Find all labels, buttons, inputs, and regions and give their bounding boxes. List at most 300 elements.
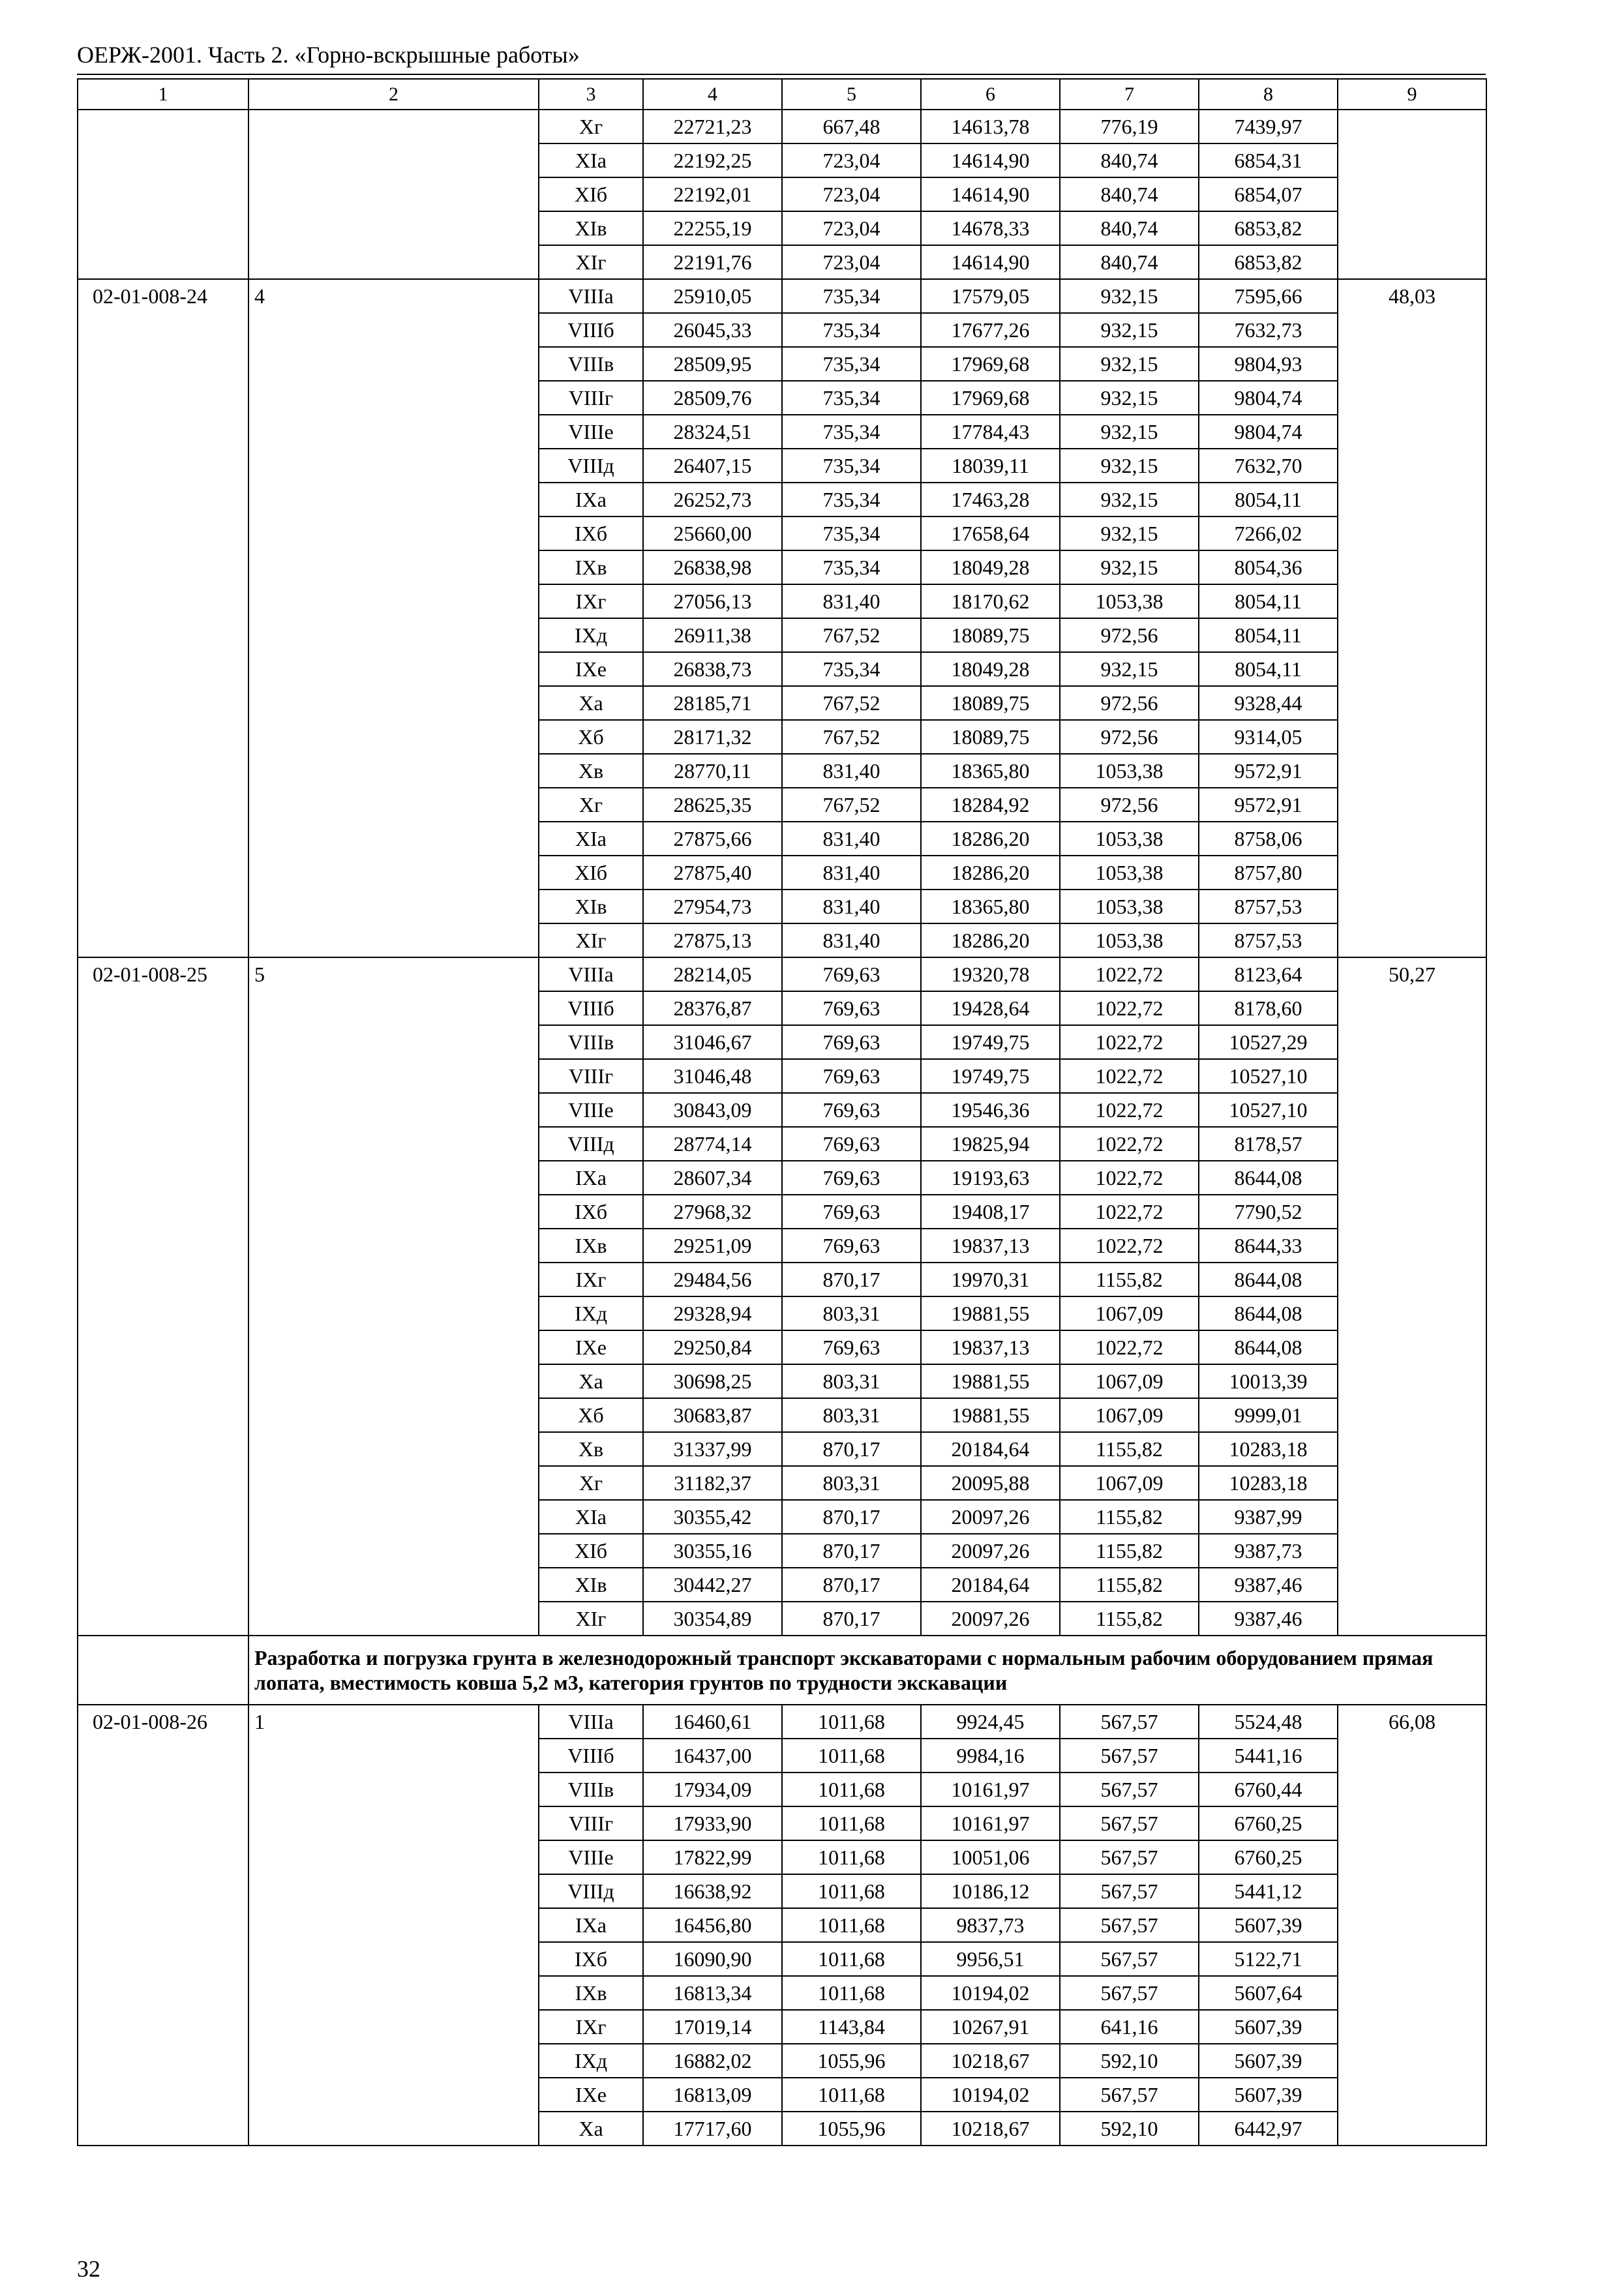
value-cell-col4: 31337,99 bbox=[643, 1432, 782, 1466]
value-cell-col4: 28770,11 bbox=[643, 754, 782, 788]
soil-category-cell: Хб bbox=[539, 1398, 643, 1432]
value-cell-col7: 932,15 bbox=[1060, 415, 1199, 449]
value-cell-col6: 18286,20 bbox=[921, 856, 1060, 890]
soil-category-cell: VIIIг bbox=[539, 381, 643, 415]
value-cell-col6: 18170,62 bbox=[921, 584, 1060, 618]
soil-category-cell: XIб bbox=[539, 1534, 643, 1568]
value-cell-col4: 27875,66 bbox=[643, 822, 782, 856]
soil-category-cell: VIIIд bbox=[539, 1874, 643, 1908]
value-cell-col7: 1155,82 bbox=[1060, 1602, 1199, 1636]
value-cell-col6: 10218,67 bbox=[921, 2112, 1060, 2146]
value-cell-col6: 14613,78 bbox=[921, 110, 1060, 143]
value-cell-col8: 9387,99 bbox=[1199, 1500, 1338, 1534]
value-cell-col4: 17933,90 bbox=[643, 1806, 782, 1840]
value-cell-col8: 9572,91 bbox=[1199, 754, 1338, 788]
value-cell-col7: 1053,38 bbox=[1060, 890, 1199, 923]
value-cell-col4: 28214,05 bbox=[643, 957, 782, 991]
value-cell-col4: 30698,25 bbox=[643, 1364, 782, 1398]
value-cell-col7: 972,56 bbox=[1060, 618, 1199, 652]
value-cell-col4: 31046,67 bbox=[643, 1025, 782, 1059]
value-cell-col4: 26838,73 bbox=[643, 652, 782, 686]
value-cell-col7: 592,10 bbox=[1060, 2044, 1199, 2078]
value-cell-col8: 10013,39 bbox=[1199, 1364, 1338, 1398]
value-cell-col4: 16437,00 bbox=[643, 1739, 782, 1773]
value-cell-col6: 19320,78 bbox=[921, 957, 1060, 991]
table-body bbox=[78, 79, 1486, 2146]
value-cell-col6: 14614,90 bbox=[921, 177, 1060, 211]
value-cell-col8: 8644,08 bbox=[1199, 1161, 1338, 1195]
value-cell-col7: 567,57 bbox=[1060, 1773, 1199, 1806]
value-cell-col4: 30355,42 bbox=[643, 1500, 782, 1534]
value-cell-col8: 7266,02 bbox=[1199, 516, 1338, 550]
soil-category-cell: VIIIд bbox=[539, 1127, 643, 1161]
value-cell-col6: 18039,11 bbox=[921, 449, 1060, 483]
soil-category-cell: IXд bbox=[539, 618, 643, 652]
col9-value-cell: 66,08 bbox=[1338, 1705, 1486, 2146]
value-cell-col6: 20097,26 bbox=[921, 1500, 1060, 1534]
value-cell-col8: 10527,10 bbox=[1199, 1093, 1338, 1127]
value-cell-col7: 1067,09 bbox=[1060, 1296, 1199, 1330]
value-cell-col4: 27954,73 bbox=[643, 890, 782, 923]
value-cell-col4: 31046,48 bbox=[643, 1059, 782, 1093]
value-cell-col6: 9984,16 bbox=[921, 1739, 1060, 1773]
soil-category-cell: Хг bbox=[539, 110, 643, 143]
value-cell-col7: 840,74 bbox=[1060, 177, 1199, 211]
value-cell-col4: 28509,76 bbox=[643, 381, 782, 415]
value-cell-col7: 1022,72 bbox=[1060, 1059, 1199, 1093]
page-header-title: ОЕРЖ-2001. Часть 2. «Горно-вскрышные работы» bbox=[77, 42, 580, 68]
value-cell-col7: 932,15 bbox=[1060, 313, 1199, 347]
value-cell-col8: 5122,71 bbox=[1199, 1942, 1338, 1976]
value-cell-col5: 723,04 bbox=[782, 211, 921, 245]
value-cell-col7: 972,56 bbox=[1060, 720, 1199, 754]
value-cell-col7: 567,57 bbox=[1060, 1874, 1199, 1908]
value-cell-col6: 18049,28 bbox=[921, 550, 1060, 584]
value-cell-col7: 1053,38 bbox=[1060, 754, 1199, 788]
value-cell-col4: 30355,16 bbox=[643, 1534, 782, 1568]
soil-category-cell: VIIIб bbox=[539, 1739, 643, 1773]
value-cell-col4: 29328,94 bbox=[643, 1296, 782, 1330]
value-cell-col8: 5607,39 bbox=[1199, 1908, 1338, 1942]
value-cell-col6: 14678,33 bbox=[921, 211, 1060, 245]
value-cell-col8: 7632,70 bbox=[1199, 449, 1338, 483]
soil-category-cell: IXб bbox=[539, 1942, 643, 1976]
value-cell-col5: 803,31 bbox=[782, 1466, 921, 1500]
value-cell-col4: 30843,09 bbox=[643, 1093, 782, 1127]
value-cell-col5: 769,63 bbox=[782, 1059, 921, 1093]
value-cell-col7: 1067,09 bbox=[1060, 1466, 1199, 1500]
value-cell-col7: 1022,72 bbox=[1060, 1127, 1199, 1161]
value-cell-col4: 28509,95 bbox=[643, 347, 782, 381]
value-cell-col6: 19881,55 bbox=[921, 1364, 1060, 1398]
soil-category-cell: XIб bbox=[539, 177, 643, 211]
soil-category-cell: IXа bbox=[539, 483, 643, 516]
value-cell-col8: 9387,46 bbox=[1199, 1602, 1338, 1636]
value-cell-col7: 972,56 bbox=[1060, 788, 1199, 822]
value-cell-col8: 6854,07 bbox=[1199, 177, 1338, 211]
value-cell-col8: 9328,44 bbox=[1199, 686, 1338, 720]
value-cell-col7: 1022,72 bbox=[1060, 1025, 1199, 1059]
soil-category-cell: VIIIе bbox=[539, 1840, 643, 1874]
soil-category-cell: IXе bbox=[539, 652, 643, 686]
value-cell-col8: 5607,39 bbox=[1199, 2010, 1338, 2044]
value-cell-col5: 723,04 bbox=[782, 177, 921, 211]
value-cell-col5: 870,17 bbox=[782, 1500, 921, 1534]
value-cell-col5: 1011,68 bbox=[782, 1705, 921, 1739]
value-cell-col7: 932,15 bbox=[1060, 381, 1199, 415]
value-cell-col6: 10051,06 bbox=[921, 1840, 1060, 1874]
value-cell-col7: 567,57 bbox=[1060, 1942, 1199, 1976]
value-cell-col5: 667,48 bbox=[782, 110, 921, 143]
value-cell-col5: 1011,68 bbox=[782, 1739, 921, 1773]
value-cell-col5: 735,34 bbox=[782, 449, 921, 483]
value-cell-col5: 1011,68 bbox=[782, 1908, 921, 1942]
value-cell-col5: 1055,96 bbox=[782, 2044, 921, 2078]
value-cell-col7: 1155,82 bbox=[1060, 1432, 1199, 1466]
value-cell-col8: 7595,66 bbox=[1199, 279, 1338, 313]
column-number-cell: 6 bbox=[921, 79, 1060, 110]
value-cell-col7: 932,15 bbox=[1060, 516, 1199, 550]
value-cell-col4: 16638,92 bbox=[643, 1874, 782, 1908]
value-cell-col8: 9572,91 bbox=[1199, 788, 1338, 822]
soil-category-cell: IXв bbox=[539, 550, 643, 584]
soil-category-cell: Хв bbox=[539, 754, 643, 788]
value-cell-col4: 26407,15 bbox=[643, 449, 782, 483]
value-cell-col8: 8758,06 bbox=[1199, 822, 1338, 856]
column-number-cell: 8 bbox=[1199, 79, 1338, 110]
value-cell-col7: 1053,38 bbox=[1060, 584, 1199, 618]
value-cell-col8: 10527,29 bbox=[1199, 1025, 1338, 1059]
value-cell-col7: 567,57 bbox=[1060, 1976, 1199, 2010]
value-cell-col8: 9804,74 bbox=[1199, 381, 1338, 415]
value-cell-col6: 19408,17 bbox=[921, 1195, 1060, 1229]
soil-category-cell: Ха bbox=[539, 1364, 643, 1398]
soil-category-cell: Хг bbox=[539, 1466, 643, 1500]
soil-category-cell: VIIIе bbox=[539, 415, 643, 449]
column-number-cell: 2 bbox=[248, 79, 539, 110]
value-cell-col8: 6760,25 bbox=[1199, 1840, 1338, 1874]
value-cell-col7: 1022,72 bbox=[1060, 1330, 1199, 1364]
soil-category-cell: VIIIв bbox=[539, 1025, 643, 1059]
value-cell-col5: 735,34 bbox=[782, 415, 921, 449]
value-cell-col8: 6760,44 bbox=[1199, 1773, 1338, 1806]
value-cell-col5: 767,52 bbox=[782, 618, 921, 652]
column-number-cell: 3 bbox=[539, 79, 643, 110]
value-cell-col5: 870,17 bbox=[782, 1534, 921, 1568]
soil-category-cell: IXв bbox=[539, 1229, 643, 1263]
column-number-cell: 7 bbox=[1060, 79, 1199, 110]
value-cell-col4: 26252,73 bbox=[643, 483, 782, 516]
value-cell-col5: 769,63 bbox=[782, 1093, 921, 1127]
value-cell-col5: 831,40 bbox=[782, 754, 921, 788]
soil-category-cell: IXд bbox=[539, 2044, 643, 2078]
value-cell-col8: 8178,60 bbox=[1199, 991, 1338, 1025]
value-cell-col8: 8054,11 bbox=[1199, 652, 1338, 686]
value-cell-col7: 1022,72 bbox=[1060, 1229, 1199, 1263]
value-cell-col7: 776,19 bbox=[1060, 110, 1199, 143]
value-cell-col4: 29250,84 bbox=[643, 1330, 782, 1364]
value-cell-col6: 20184,64 bbox=[921, 1568, 1060, 1602]
soil-category-cell: Хв bbox=[539, 1432, 643, 1466]
value-cell-col5: 735,34 bbox=[782, 313, 921, 347]
value-cell-col6: 10267,91 bbox=[921, 2010, 1060, 2044]
value-cell-col7: 932,15 bbox=[1060, 550, 1199, 584]
value-cell-col6: 17784,43 bbox=[921, 415, 1060, 449]
value-cell-col7: 1155,82 bbox=[1060, 1534, 1199, 1568]
value-cell-col5: 831,40 bbox=[782, 856, 921, 890]
value-cell-col7: 1155,82 bbox=[1060, 1568, 1199, 1602]
value-cell-col8: 8178,57 bbox=[1199, 1127, 1338, 1161]
value-cell-col8: 9804,74 bbox=[1199, 415, 1338, 449]
value-cell-col8: 8644,08 bbox=[1199, 1330, 1338, 1364]
value-cell-col5: 769,63 bbox=[782, 1025, 921, 1059]
value-cell-col8: 6854,31 bbox=[1199, 143, 1338, 177]
value-cell-col5: 735,34 bbox=[782, 381, 921, 415]
value-cell-col4: 17019,14 bbox=[643, 2010, 782, 2044]
value-cell-col4: 22192,01 bbox=[643, 177, 782, 211]
value-cell-col4: 28171,32 bbox=[643, 720, 782, 754]
section-heading-row bbox=[78, 1636, 1486, 1705]
value-cell-col7: 932,15 bbox=[1060, 483, 1199, 516]
value-cell-col6: 9837,73 bbox=[921, 1908, 1060, 1942]
rate-code-cell: 02-01-008-24 bbox=[78, 279, 248, 957]
value-cell-col6: 17677,26 bbox=[921, 313, 1060, 347]
value-cell-col4: 17717,60 bbox=[643, 2112, 782, 2146]
value-cell-col5: 769,63 bbox=[782, 1195, 921, 1229]
value-cell-col4: 29251,09 bbox=[643, 1229, 782, 1263]
value-cell-col8: 6853,82 bbox=[1199, 245, 1338, 279]
value-cell-col4: 22191,76 bbox=[643, 245, 782, 279]
group-cell: 5 bbox=[248, 957, 539, 1636]
value-cell-col5: 1011,68 bbox=[782, 1874, 921, 1908]
value-cell-col6: 19881,55 bbox=[921, 1398, 1060, 1432]
soil-category-cell: VIIIв bbox=[539, 1773, 643, 1806]
value-cell-col6: 18286,20 bbox=[921, 822, 1060, 856]
value-cell-col6: 14614,90 bbox=[921, 143, 1060, 177]
value-cell-col4: 30442,27 bbox=[643, 1568, 782, 1602]
value-cell-col8: 7439,97 bbox=[1199, 110, 1338, 143]
soil-category-cell: VIIIе bbox=[539, 1093, 643, 1127]
section-heading: Разработка и погрузка грунта в железнодорожный транспорт экскаваторами с нормальным рабочим оборудованием прямая лопата, вместимость ковша 5,2 м3, категория грунтов по трудности экскавации bbox=[248, 1636, 1486, 1705]
soil-category-cell: IXе bbox=[539, 1330, 643, 1364]
value-cell-col8: 8757,80 bbox=[1199, 856, 1338, 890]
value-cell-col5: 831,40 bbox=[782, 584, 921, 618]
value-cell-col5: 769,63 bbox=[782, 1127, 921, 1161]
value-cell-col8: 8757,53 bbox=[1199, 923, 1338, 957]
value-cell-col8: 8123,64 bbox=[1199, 957, 1338, 991]
soil-category-cell: XIг bbox=[539, 1602, 643, 1636]
value-cell-col5: 769,63 bbox=[782, 957, 921, 991]
soil-category-cell: VIIIб bbox=[539, 991, 643, 1025]
soil-category-cell: XIа bbox=[539, 143, 643, 177]
value-cell-col8: 8644,33 bbox=[1199, 1229, 1338, 1263]
table-row bbox=[78, 957, 1486, 991]
value-cell-col4: 16813,34 bbox=[643, 1976, 782, 2010]
value-cell-col7: 932,15 bbox=[1060, 449, 1199, 483]
value-cell-col8: 7632,73 bbox=[1199, 313, 1338, 347]
soil-category-cell: XIг bbox=[539, 923, 643, 957]
value-cell-col8: 8757,53 bbox=[1199, 890, 1338, 923]
soil-category-cell: XIг bbox=[539, 245, 643, 279]
value-cell-col6: 19749,75 bbox=[921, 1059, 1060, 1093]
rate-code-cell: 02-01-008-25 bbox=[78, 957, 248, 1636]
soil-category-cell: XIв bbox=[539, 1568, 643, 1602]
value-cell-col4: 16460,61 bbox=[643, 1705, 782, 1739]
value-cell-col5: 769,63 bbox=[782, 1330, 921, 1364]
value-cell-col7: 932,15 bbox=[1060, 347, 1199, 381]
value-cell-col6: 17969,68 bbox=[921, 347, 1060, 381]
value-cell-col5: 803,31 bbox=[782, 1398, 921, 1432]
value-cell-col7: 1022,72 bbox=[1060, 991, 1199, 1025]
value-cell-col6: 10218,67 bbox=[921, 2044, 1060, 2078]
value-cell-col6: 18049,28 bbox=[921, 652, 1060, 686]
value-cell-col6: 19970,31 bbox=[921, 1263, 1060, 1296]
value-cell-col7: 1155,82 bbox=[1060, 1500, 1199, 1534]
value-cell-col5: 831,40 bbox=[782, 822, 921, 856]
value-cell-col8: 9387,46 bbox=[1199, 1568, 1338, 1602]
value-cell-col6: 10161,97 bbox=[921, 1773, 1060, 1806]
value-cell-col5: 1011,68 bbox=[782, 1840, 921, 1874]
value-cell-col5: 769,63 bbox=[782, 1229, 921, 1263]
value-cell-col4: 25660,00 bbox=[643, 516, 782, 550]
value-cell-col7: 840,74 bbox=[1060, 211, 1199, 245]
value-cell-col7: 1067,09 bbox=[1060, 1398, 1199, 1432]
value-cell-col5: 769,63 bbox=[782, 1161, 921, 1195]
value-cell-col5: 870,17 bbox=[782, 1602, 921, 1636]
value-cell-col8: 8054,11 bbox=[1199, 584, 1338, 618]
value-cell-col7: 972,56 bbox=[1060, 686, 1199, 720]
soil-category-cell: VIIIб bbox=[539, 313, 643, 347]
table-row bbox=[78, 279, 1486, 313]
value-cell-col7: 567,57 bbox=[1060, 1840, 1199, 1874]
soil-category-cell: VIIIг bbox=[539, 1059, 643, 1093]
col9-value-cell bbox=[1338, 110, 1486, 279]
value-cell-col6: 17969,68 bbox=[921, 381, 1060, 415]
value-cell-col5: 769,63 bbox=[782, 991, 921, 1025]
value-cell-col8: 5607,39 bbox=[1199, 2044, 1338, 2078]
value-cell-col7: 1022,72 bbox=[1060, 1161, 1199, 1195]
rate-code-cell: 02-01-008-26 bbox=[78, 1705, 248, 2146]
soil-category-cell: IXе bbox=[539, 2078, 643, 2112]
value-cell-col5: 1011,68 bbox=[782, 2078, 921, 2112]
value-cell-col7: 1155,82 bbox=[1060, 1263, 1199, 1296]
value-cell-col8: 7790,52 bbox=[1199, 1195, 1338, 1229]
page-number: 32 bbox=[77, 2256, 100, 2282]
value-cell-col4: 26045,33 bbox=[643, 313, 782, 347]
value-cell-col8: 6760,25 bbox=[1199, 1806, 1338, 1840]
value-cell-col7: 567,57 bbox=[1060, 2078, 1199, 2112]
value-cell-col6: 18365,80 bbox=[921, 754, 1060, 788]
value-cell-col5: 870,17 bbox=[782, 1432, 921, 1466]
value-cell-col6: 20184,64 bbox=[921, 1432, 1060, 1466]
value-cell-col6: 18284,92 bbox=[921, 788, 1060, 822]
value-cell-col4: 29484,56 bbox=[643, 1263, 782, 1296]
value-cell-col4: 26838,98 bbox=[643, 550, 782, 584]
value-cell-col4: 28324,51 bbox=[643, 415, 782, 449]
soil-category-cell: VIIIа bbox=[539, 279, 643, 313]
value-cell-col7: 567,57 bbox=[1060, 1739, 1199, 1773]
value-cell-col6: 17658,64 bbox=[921, 516, 1060, 550]
value-cell-col6: 18089,75 bbox=[921, 618, 1060, 652]
value-cell-col8: 8054,36 bbox=[1199, 550, 1338, 584]
value-cell-col6: 19428,64 bbox=[921, 991, 1060, 1025]
value-cell-col5: 831,40 bbox=[782, 923, 921, 957]
value-cell-col8: 5607,64 bbox=[1199, 1976, 1338, 2010]
value-cell-col8: 10527,10 bbox=[1199, 1059, 1338, 1093]
rate-code-cell bbox=[78, 110, 248, 279]
value-cell-col4: 16090,90 bbox=[643, 1942, 782, 1976]
value-cell-col7: 567,57 bbox=[1060, 1908, 1199, 1942]
value-cell-col8: 5441,16 bbox=[1199, 1739, 1338, 1773]
value-cell-col4: 16813,09 bbox=[643, 2078, 782, 2112]
value-cell-col4: 26911,38 bbox=[643, 618, 782, 652]
value-cell-col4: 30354,89 bbox=[643, 1602, 782, 1636]
value-cell-col4: 31182,37 bbox=[643, 1466, 782, 1500]
value-cell-col5: 735,34 bbox=[782, 550, 921, 584]
value-cell-col5: 1011,68 bbox=[782, 1976, 921, 2010]
value-cell-col6: 17463,28 bbox=[921, 483, 1060, 516]
column-number-cell: 9 bbox=[1338, 79, 1486, 110]
value-cell-col8: 8054,11 bbox=[1199, 618, 1338, 652]
value-cell-col5: 723,04 bbox=[782, 245, 921, 279]
soil-category-cell: IXа bbox=[539, 1908, 643, 1942]
value-cell-col5: 1055,96 bbox=[782, 2112, 921, 2146]
column-number-cell: 4 bbox=[643, 79, 782, 110]
value-cell-col6: 19837,13 bbox=[921, 1330, 1060, 1364]
column-number-cell: 5 bbox=[782, 79, 921, 110]
soil-category-cell: VIIIд bbox=[539, 449, 643, 483]
value-cell-col5: 735,34 bbox=[782, 652, 921, 686]
group-cell bbox=[248, 110, 539, 279]
value-cell-col6: 17579,05 bbox=[921, 279, 1060, 313]
value-cell-col4: 16456,80 bbox=[643, 1908, 782, 1942]
table-row bbox=[78, 1705, 1486, 1739]
value-cell-col7: 1053,38 bbox=[1060, 923, 1199, 957]
value-cell-col6: 18089,75 bbox=[921, 686, 1060, 720]
value-cell-col5: 870,17 bbox=[782, 1568, 921, 1602]
value-cell-col4: 28376,87 bbox=[643, 991, 782, 1025]
column-number-row bbox=[78, 79, 1486, 110]
soil-category-cell: XIа bbox=[539, 1500, 643, 1534]
value-cell-col8: 9804,93 bbox=[1199, 347, 1338, 381]
value-cell-col7: 932,15 bbox=[1060, 279, 1199, 313]
value-cell-col5: 735,34 bbox=[782, 347, 921, 381]
col9-value-cell: 50,27 bbox=[1338, 957, 1486, 1636]
value-cell-col5: 767,52 bbox=[782, 720, 921, 754]
value-cell-col6: 19837,13 bbox=[921, 1229, 1060, 1263]
value-cell-col7: 1022,72 bbox=[1060, 1195, 1199, 1229]
value-cell-col6: 20097,26 bbox=[921, 1602, 1060, 1636]
value-cell-col4: 22192,25 bbox=[643, 143, 782, 177]
value-cell-col4: 28625,35 bbox=[643, 788, 782, 822]
value-cell-col6: 18286,20 bbox=[921, 923, 1060, 957]
value-cell-col4: 28607,34 bbox=[643, 1161, 782, 1195]
value-cell-col8: 8644,08 bbox=[1199, 1263, 1338, 1296]
value-cell-col8: 8054,11 bbox=[1199, 483, 1338, 516]
value-cell-col5: 870,17 bbox=[782, 1263, 921, 1296]
value-cell-col5: 723,04 bbox=[782, 143, 921, 177]
value-cell-col6: 10161,97 bbox=[921, 1806, 1060, 1840]
value-cell-col7: 641,16 bbox=[1060, 2010, 1199, 2044]
value-cell-col7: 932,15 bbox=[1060, 652, 1199, 686]
value-cell-col8: 10283,18 bbox=[1199, 1432, 1338, 1466]
value-cell-col4: 22255,19 bbox=[643, 211, 782, 245]
value-cell-col8: 9387,73 bbox=[1199, 1534, 1338, 1568]
value-cell-col7: 567,57 bbox=[1060, 1806, 1199, 1840]
value-cell-col5: 1143,84 bbox=[782, 2010, 921, 2044]
soil-category-cell: IXг bbox=[539, 584, 643, 618]
value-cell-col8: 9999,01 bbox=[1199, 1398, 1338, 1432]
